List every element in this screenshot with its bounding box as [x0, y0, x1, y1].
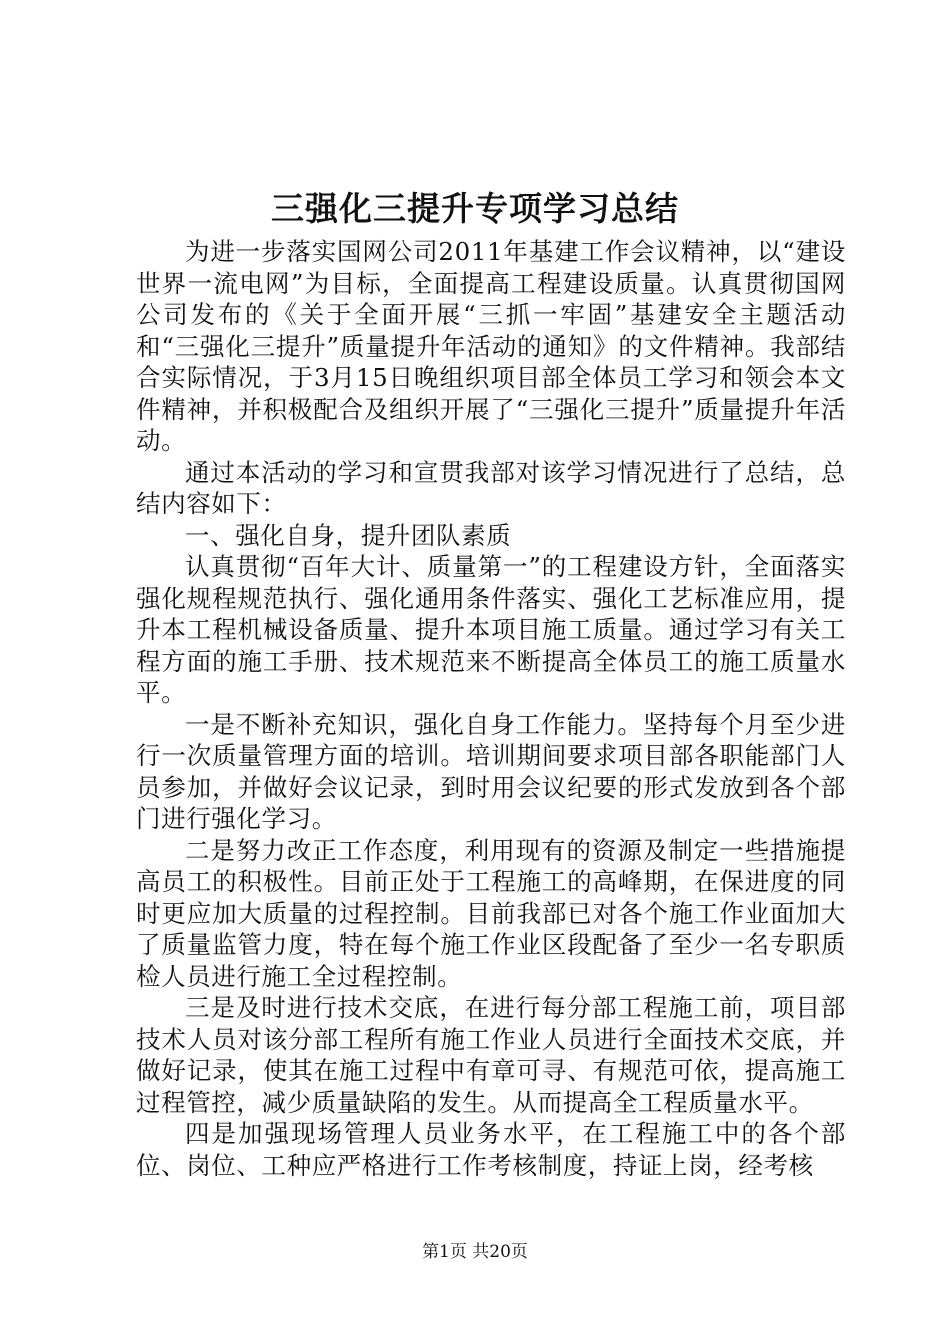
paragraph-intro: 为进一步落实国网公司2011年基建工作会议精神，以“建设世界一流电网”为目标，全面提高工程建设质量。认真贯彻国网公司发布的《关于全面开展“三抓一牢固”基建安全主题活动和“三强化三提升”质量提升年活动的通知》的文件精神。我部结合实际情况，于3月15日晚组织项目部全体员工学习和领会本文件精神，并积极配合及组织开展了“三强化三提升”质量提升年活动。 — [136, 237, 846, 455]
page-number-footer: 第1页 共20页 — [422, 1242, 528, 1262]
paragraph-point-two: 二是努力改正工作态度，利用现有的资源及制定一些措施提高员工的积极性。目前正处于工程施工的高峰期，在保进度的同时更应加大质量的过程控制。目前我部已对各个施工作业面加大了质量监管力度，特在每个施工作业区段配备了至少一名专职质检人员进行施工全过程控制。 — [136, 835, 846, 991]
section-heading: 一、强化自身，提升团队素质 — [185, 520, 512, 550]
paragraph-summary-lead: 通过本活动的学习和宣贯我部对该学习情况进行了总结，总结内容如下： — [136, 457, 846, 518]
document-title: 三强化三提升专项学习总结 — [271, 189, 679, 228]
paragraph-point-one: 一是不断补充知识，强化自身工作能力。坚持每个月至少进行一次质量管理方面的培训。培训期间要求项目部各职能部门人员参加，并做好会议记录，到时用会议纪要的形式发放到各个部门进行强化学习。 — [136, 709, 846, 833]
paragraph-point-four: 四是加强现场管理人员业务水平，在工程施工中的各个部位、岗位、工种应严格进行工作考核制度，持证上岗，经考核 — [136, 1119, 846, 1180]
document-body — [136, 236, 846, 1181]
paragraph-policy: 认真贯彻“百年大计、质量第一”的工程建设方针，全面落实强化规程规范执行、强化通用条件落实、强化工艺标准应用，提升本工程机械设备质量、提升本项目施工质量。通过学习有关工程方面的施工手册、技术规范来不断提高全体员工的施工质量水平。 — [136, 552, 846, 707]
paragraph-point-three: 三是及时进行技术交底，在进行每分部工程施工前，项目部技术人员对该分部工程所有施工作业人员进行全面技术交底，并做好记录，使其在施工过程中有章可寻、有规范可依，提高施工过程管控，减少质量缺陷的发生。从而提高全工程质量水平。 — [136, 993, 846, 1117]
